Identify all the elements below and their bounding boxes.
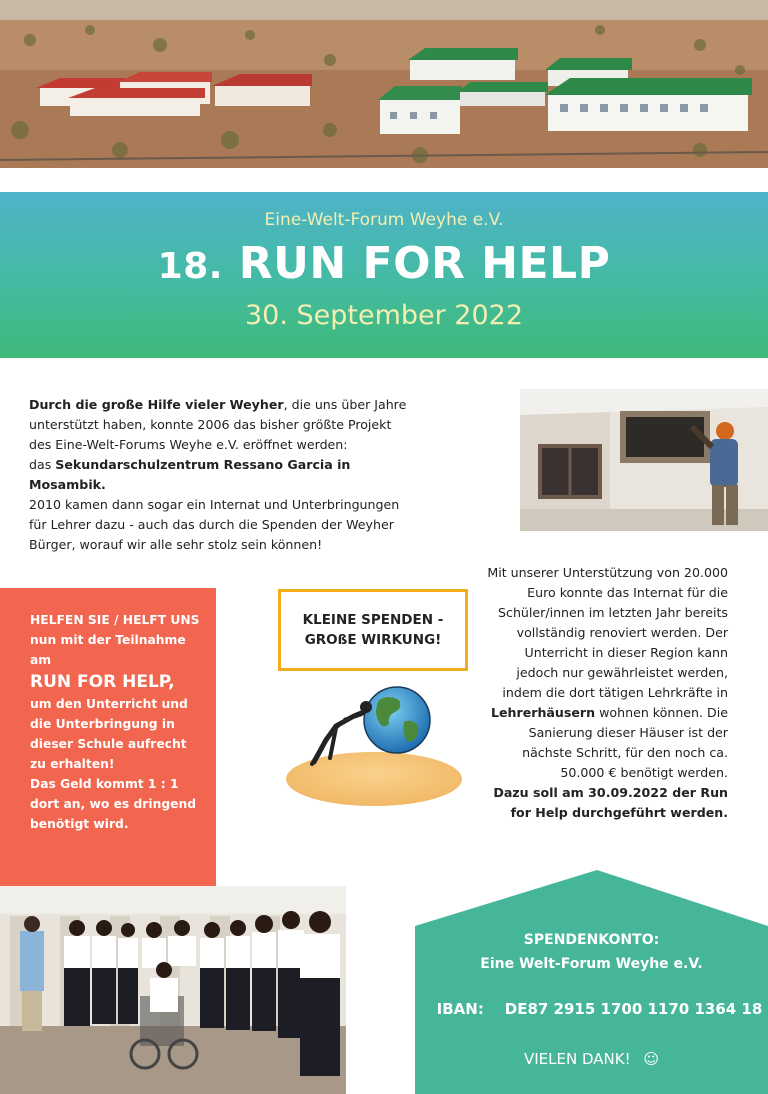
slogan-box	[278, 589, 468, 671]
event-banner	[0, 192, 768, 358]
renovation-photo	[520, 389, 768, 531]
account-holder: Eine Welt-Forum Weyhe e.V.	[480, 956, 703, 972]
students-group-photo	[0, 886, 346, 1094]
school-name: Sekundarschulzentrum Ressano Garcia in Mosambik.	[29, 457, 351, 492]
appeal-line-3: Das Geld kommt 1 : 1 dort an, wo es dringend benötigt wird.	[30, 777, 197, 831]
slogan-line-1: KLEINE SPENDEN -	[302, 612, 444, 628]
event-date: 30. September 2022	[244, 300, 524, 331]
slogan-line-2: GROßE WIRKUNG!	[304, 632, 442, 648]
appeal-box	[0, 588, 216, 886]
smiley-icon: ☺	[643, 1050, 660, 1068]
organization-name: Eine-Welt-Forum Weyhe e.V.	[264, 210, 504, 230]
intro-text-1: , die uns über Jahre unterstützt haben, konnte 2006 das bisher größte Projekt des Eine-Welt-Forums Weyhe e.V. eröffnet werden:	[29, 397, 407, 452]
intro-text-2-pre: das	[29, 457, 56, 472]
thanks-line	[415, 1050, 768, 1068]
thanks-text: VIELEN DANK!	[523, 1050, 631, 1068]
globe-push-illustration	[284, 682, 464, 812]
support-text	[480, 563, 728, 823]
iban-label: IBAN:	[436, 1000, 484, 1018]
event-title-text: RUN FOR HELP	[238, 238, 611, 289]
support-text-2: wohnen können. Die Sanierung dieser Häuser ist der nächste Schritt, für den noch ca. 50.000 € benötigt werden.	[522, 705, 728, 780]
school-aerial-photo	[0, 0, 768, 168]
iban-number: DE87 2915 1700 1170 1364 18	[504, 1000, 763, 1018]
appeal-line-1: HELFEN SIE / HELFT UNS nun mit der Teilnahme am	[30, 613, 200, 667]
intro-text	[29, 395, 409, 555]
appeal-event-name: RUN FOR HELP,	[30, 672, 175, 692]
support-text-1: Mit unserer Unterstützung von 20.000 Euro konnte das Internat für die Schüler/innen im letzten Jahr bereits vollständig renoviert werden. Der Unterricht in dieser Region kann jedoch nur gewährleistet werden, indem die dort tätigen Lehrkräfte in	[487, 565, 728, 700]
intro-bold: Durch die große Hilfe vieler Weyher	[29, 397, 284, 412]
event-edition: 18.	[157, 246, 223, 287]
run-date-note: Dazu soll am 30.09.2022 der Run for Help durchgeführt werden.	[493, 785, 728, 820]
iban-line	[423, 1000, 768, 1018]
teacher-houses: Lehrerhäusern	[490, 705, 596, 720]
donation-account-box	[415, 870, 768, 1094]
event-title	[0, 238, 768, 289]
intro-text-3: 2010 kamen dann sogar ein Internat und Unterbringungen für Lehrer dazu - auch das durch die Spenden der Weyher Bürger, worauf wir alle sehr stolz sein können!	[29, 497, 400, 552]
appeal-line-2: um den Unterricht und die Unterbringung in dieser Schule aufrecht zu erhalten!	[30, 697, 188, 771]
account-label: SPENDENKONTO:	[523, 932, 660, 948]
